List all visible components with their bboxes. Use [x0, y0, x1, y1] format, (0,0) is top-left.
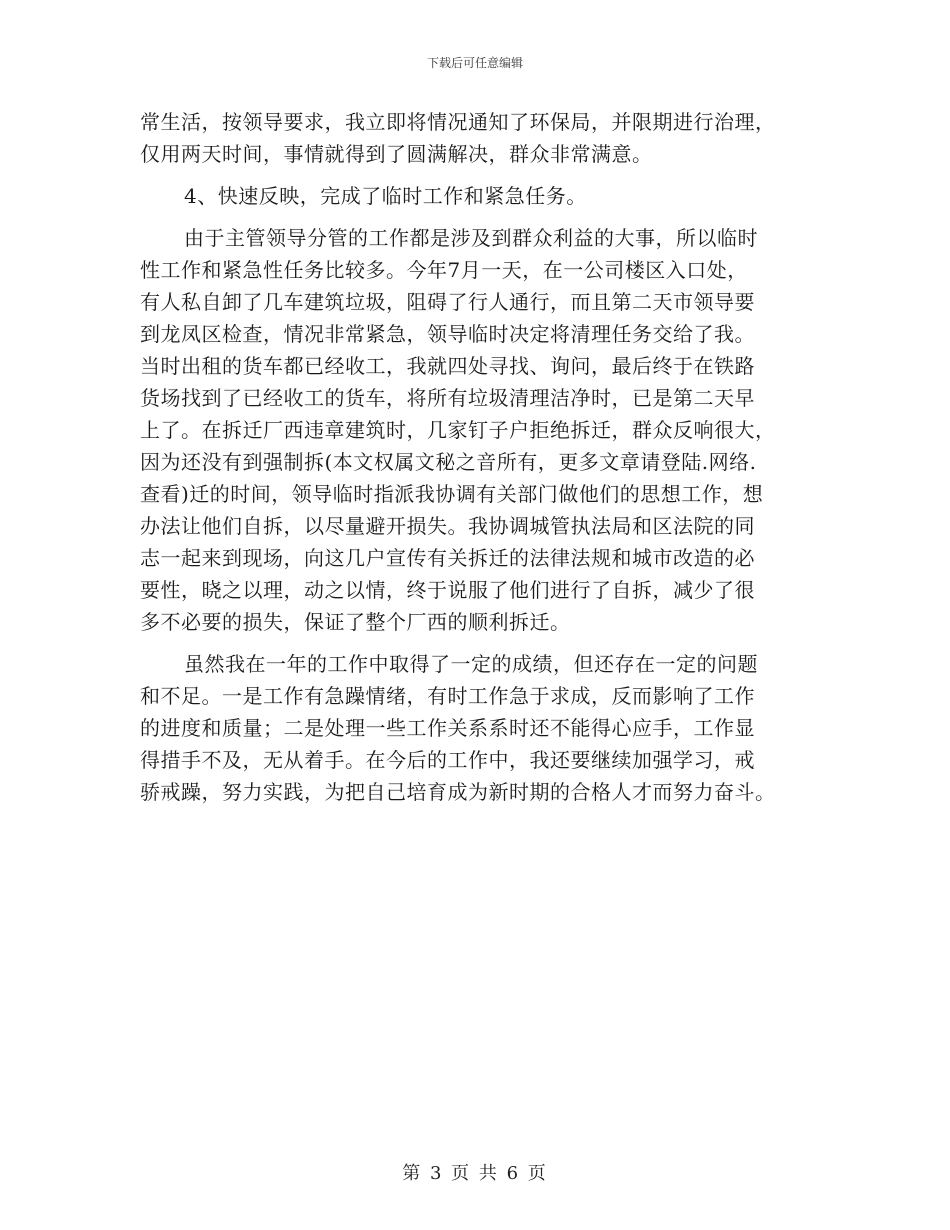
- text-line: 常生活，按领导要求，我立即将情况通知了环保局，并限期进行治理，: [140, 110, 776, 134]
- text-line: 的进度和质量；二是处理一些工作关系系时还不能得心应手，工作显: [140, 716, 755, 740]
- paragraph-4: [140, 648, 812, 808]
- text-line: 上了。在拆迁厂西违章建筑时，几家钉子户拒绝拆迁，群众反响很大，: [140, 418, 776, 442]
- text-line: 查看)迁的时间，领导临时指派我协调有关部门做他们的思想工作，想: [140, 482, 764, 506]
- text-line: 由于主管领导分管的工作都是涉及到群众利益的大事，所以临时: [184, 226, 758, 250]
- text-line: 和不足。一是工作有急躁情绪，有时工作急于求成，反而影响了工作: [140, 684, 755, 708]
- paragraph-3: [140, 222, 812, 638]
- text-line: 因为还没有到强制拆(本文权属文秘之音所有，更多文章请登陆.网络.: [140, 450, 757, 474]
- text-line: 仅用两天时间，事情就得到了圆满解决，群众非常满意。: [140, 142, 653, 166]
- page-number: 第 3 页 共 6 页: [402, 1163, 548, 1184]
- text-line: 虽然我在一年的工作中取得了一定的成绩，但还存在一定的问题: [184, 652, 758, 676]
- text-line: 当时出租的货车都已经收工，我就四处寻找、询问，最后终于在铁路: [140, 354, 755, 378]
- text-line: 4、快速反映，完成了临时工作和紧急任务。: [184, 184, 587, 208]
- text-line: 到龙凤区检查，情况非常紧急，领导临时决定将清理任务交给了我。: [140, 322, 755, 346]
- document-body: [140, 106, 812, 808]
- text-line: 要性，晓之以理，动之以情，终于说服了他们进行了自拆，减少了很: [140, 578, 755, 602]
- text-line: 得措手不及，无从着手。在今后的工作中，我还要继续加强学习，戒: [140, 748, 755, 772]
- text-line: 志一起来到现场，向这几户宣传有关拆迁的法律法规和城市改造的必: [140, 546, 755, 570]
- text-line: 货场找到了已经收工的货车，将所有垃圾清理洁净时，已是第二天早: [140, 386, 755, 410]
- text-line: 多不必要的损失，保证了整个厂西的顺利拆迁。: [140, 610, 571, 634]
- text-line: 骄戒躁，努力实践，为把自己培育成为新时期的合格人才而努力奋斗。: [140, 780, 776, 804]
- paragraph-2: [140, 180, 812, 212]
- text-line: 有人私自卸了几车建筑垃圾，阻碍了行人通行，而且第二天市领导要: [140, 290, 755, 314]
- paragraph-1: [140, 106, 812, 170]
- page-header: 下载后可任意编辑: [426, 56, 523, 70]
- text-line: 性工作和紧急性任务比较多。今年7月一天，在一公司楼区入口处，: [140, 258, 748, 282]
- text-line: 办法让他们自拆，以尽量避开损失。我协调城管执法局和区法院的同: [140, 514, 755, 538]
